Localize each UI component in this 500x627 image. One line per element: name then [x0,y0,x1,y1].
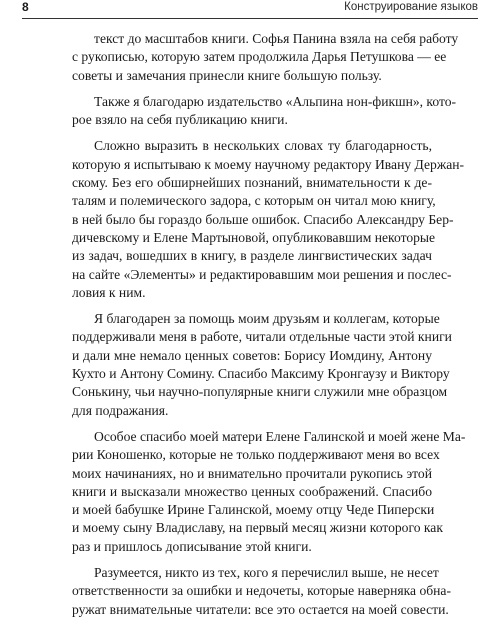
text-line: на сайте «Элементы» и редактировавшим мои решения и послес- [72,266,452,282]
paragraph [72,310,452,420]
text-line: ловия к ним. [72,284,146,300]
text-line: рое взяло на себя публикацию книги. [72,112,288,128]
text-line: в ней было бы гораздо больше ошибок. Спасибо Александру Бер- [72,211,454,227]
page-number: 8 [22,0,29,14]
text-line: поддерживали меня в работе, читали отдельные части этой книги [72,329,452,345]
running-head: Конструирование языков [344,1,478,13]
text-line: которую я испытываю к моему научному редактору Ивану Держан- [72,156,465,172]
text-line: ответственности за ошибки и недочеты, которые наверняка обна- [72,583,451,599]
text-line: Также я благодарю издательство «Альпина нон-фикшн», кото- [94,93,457,109]
text-line: и моему сыну Владиславу, на первый месяц жизни которого как [72,520,443,536]
text-line: для подражания. [72,402,169,418]
text-line: скому. Без его обширнейших познаний, внимательности к де- [72,175,432,191]
paragraph [72,30,459,85]
page-body [72,30,466,627]
text-line: с рукописью, которую затем продолжила Дарья Петушкова — ее [72,49,447,65]
text-line: и дали мне немало ценных советов: Борису Иомдину, Антону [72,347,432,363]
text-line: из задач, вошедших в книгу, в разделе лингвистических задач [72,248,432,264]
text-line: рии Коношенко, которые не только поддерживают меня во всех [72,447,440,463]
text-line: дичевскому и Елене Мартыновой, опубликовавшим некоторые [72,229,436,245]
text-line: книги и высказали множество ценных соображений. Спасибо [72,483,432,499]
header-divider [22,18,478,19]
text-line: моих начинаниях, но и внимательно прочитали рукопись этой [72,465,432,481]
text-line: Кухто и Антону Сомину. Спасибо Максиму Кронгаузу и Виктору [72,366,450,382]
paragraph [72,93,457,130]
text-line: Особое спасибо моей матери Елене Галинской и моей жене Ма- [94,428,466,444]
text-line: ружат внимательные читатели: все это остается на моей совести. [72,601,449,617]
paragraph [72,428,466,556]
paragraph [72,137,465,302]
text-line: Сонькину, чьи научно-популярные книги служили мне образцом [72,384,448,400]
text-line: Я благодарен за помощь моим друзьям и коллегам, которые [94,311,440,327]
text-line: раз и пришлось дописывание этой книги. [72,538,312,554]
text-line: талям и полемического задора, с которым он читал мою книгу, [72,193,436,209]
text-line: Разумеется, никто из тех, кого я перечислил выше, не несет [94,565,439,581]
text-line: и моей бабушке Ирине Галинской, моему отцу Чеде Пиперски [72,502,435,518]
text-line: советы и замечания принесли книге большую пользу. [72,67,382,83]
paragraph [72,564,451,619]
text-line: Сложно выразить в нескольких словах ту благодарность, [94,138,432,154]
page-header [22,0,478,14]
text-line: текст до масштабов книги. Софья Панина взяла на себя работу [94,31,459,46]
